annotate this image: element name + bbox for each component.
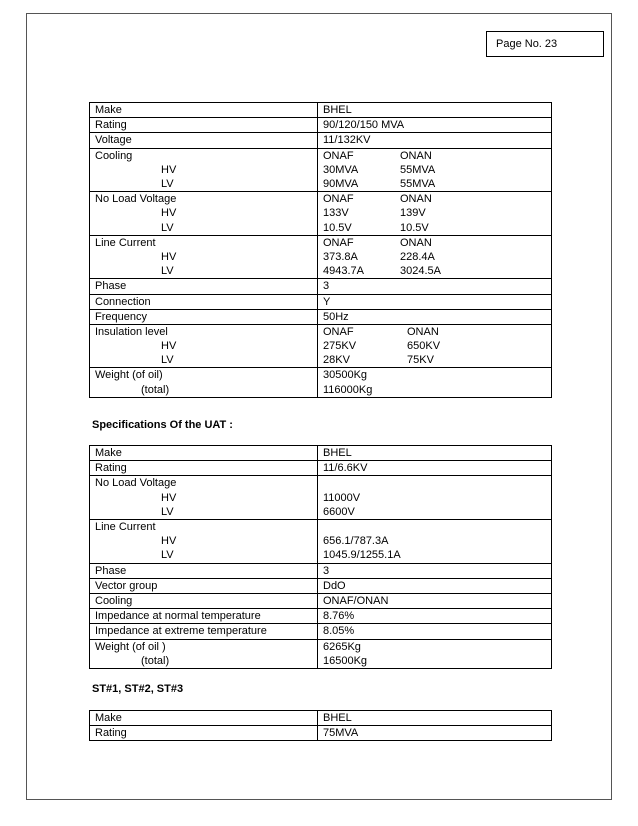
- total-weight-value: 116000Kg: [323, 383, 373, 396]
- row-label: Phase: [90, 279, 318, 294]
- row-label: Line Current: [95, 236, 156, 249]
- hv-onan-value: 228.4A: [400, 250, 435, 263]
- total-weight-value: 16500Kg: [323, 654, 368, 667]
- row-label: Make: [90, 103, 318, 118]
- table-row: [90, 563, 552, 578]
- hv-value: 11000V: [323, 491, 361, 504]
- row-label: Frequency: [90, 309, 318, 324]
- row-label: Impedance at extreme temperature: [90, 624, 318, 639]
- row-label: Cooling: [95, 149, 133, 162]
- hv-label: HV: [161, 340, 177, 353]
- table-row: [90, 593, 552, 608]
- onan-header: ONAN: [400, 193, 432, 206]
- onaf-header: ONAF: [323, 325, 354, 338]
- lv-label: LV: [161, 265, 174, 278]
- hv-label: HV: [161, 491, 177, 504]
- lv-label: LV: [161, 221, 174, 234]
- table-row: [90, 235, 552, 279]
- total-label: (total): [141, 654, 170, 667]
- row-value: 8.76%: [318, 609, 552, 624]
- onaf-header: ONAF: [323, 149, 354, 162]
- table-row: [90, 578, 552, 593]
- row-value: 90/120/150 MVA: [318, 118, 552, 133]
- lv-onaf-value: 4943.7A: [323, 265, 364, 278]
- row-label: Rating: [90, 461, 318, 476]
- table-row: [90, 711, 552, 726]
- row-label: Voltage: [90, 133, 318, 148]
- table-row: [90, 103, 552, 118]
- lv-onan-value: 75KV: [407, 354, 434, 367]
- oil-weight-value: 6265Kg: [323, 640, 361, 653]
- onaf-header: ONAF: [323, 193, 354, 206]
- total-label: (total): [141, 383, 170, 396]
- lv-onaf-value: 90MVA: [323, 177, 359, 190]
- table-row: [90, 519, 552, 563]
- row-label: Cooling: [90, 593, 318, 608]
- hv-onan-value: 139V: [400, 207, 426, 220]
- row-label: Weight (of oil ): [95, 640, 166, 653]
- lv-label: LV: [161, 505, 174, 518]
- hv-onaf-value: 275KV: [323, 340, 357, 353]
- hv-value: 656.1/787.3A: [323, 535, 389, 548]
- row-label: Impedance at normal temperature: [90, 609, 318, 624]
- onan-header: ONAN: [407, 325, 439, 338]
- row-value: 11/132KV: [318, 133, 552, 148]
- row-label: Phase: [90, 563, 318, 578]
- row-label: Line Current: [95, 520, 156, 533]
- table-row: [90, 461, 552, 476]
- table-row: [90, 368, 552, 397]
- row-value: BHEL: [318, 711, 552, 726]
- row-value: DdO: [318, 578, 552, 593]
- lv-onan-value: 3024.5A: [400, 265, 441, 278]
- table-row: [90, 279, 552, 294]
- lv-label: LV: [161, 549, 174, 562]
- hv-onan-value: 55MVA: [400, 163, 436, 176]
- table-row: [90, 133, 552, 148]
- lv-label: LV: [161, 177, 174, 190]
- row-label: Insulation level: [95, 325, 168, 338]
- table-row: [90, 624, 552, 639]
- table-row: [90, 192, 552, 236]
- table-row: [90, 118, 552, 133]
- table-row: [90, 324, 552, 368]
- row-label: Rating: [90, 726, 318, 741]
- table-row: [90, 639, 552, 668]
- lv-onan-value: 10.5V: [400, 221, 429, 234]
- row-label: Connection: [90, 294, 318, 309]
- row-value: 3: [318, 563, 552, 578]
- table-row: [90, 294, 552, 309]
- row-label: No Load Voltage: [95, 193, 177, 206]
- table-row: [90, 309, 552, 324]
- row-label: Make: [90, 446, 318, 461]
- hv-onaf-value: 373.8A: [323, 250, 358, 263]
- row-value: BHEL: [318, 103, 552, 118]
- row-value: 11/6.6KV: [318, 461, 552, 476]
- hv-label: HV: [161, 250, 177, 263]
- row-label: Vector group: [90, 578, 318, 593]
- row-label: Rating: [90, 118, 318, 133]
- row-label: Make: [90, 711, 318, 726]
- hv-onaf-value: 133V: [323, 207, 349, 220]
- row-value: 3: [318, 279, 552, 294]
- page-number: Page No. 23: [486, 31, 604, 57]
- row-value: BHEL: [318, 446, 552, 461]
- row-value: Y: [318, 294, 552, 309]
- lv-onan-value: 55MVA: [400, 177, 436, 190]
- hv-onan-value: 650KV: [407, 340, 441, 353]
- row-label: No Load Voltage: [95, 477, 177, 490]
- row-value: ONAF/ONAN: [318, 593, 552, 608]
- lv-value: 1045.9/1255.1A: [323, 549, 401, 562]
- st-spec-table: [89, 710, 552, 741]
- onan-header: ONAN: [400, 149, 432, 162]
- table-row: [90, 148, 552, 192]
- uat-section-heading: Specifications Of the UAT :: [92, 419, 233, 431]
- lv-value: 6600V: [323, 505, 355, 518]
- row-label: Weight (of oil): [95, 369, 163, 382]
- hv-label: HV: [161, 207, 177, 220]
- onan-header: ONAN: [400, 236, 432, 249]
- lv-onaf-value: 10.5V: [323, 221, 352, 234]
- oil-weight-value: 30500Kg: [323, 369, 368, 382]
- row-value: 75MVA: [318, 726, 552, 741]
- uat-spec-table: [89, 445, 552, 669]
- row-value: 8.05%: [318, 624, 552, 639]
- row-value: 50Hz: [318, 309, 552, 324]
- table-row: [90, 609, 552, 624]
- lv-onaf-value: 28KV: [323, 354, 350, 367]
- hv-label: HV: [161, 163, 177, 176]
- table-row: [90, 446, 552, 461]
- onaf-header: ONAF: [323, 236, 354, 249]
- table-row: [90, 726, 552, 741]
- table-row: [90, 476, 552, 520]
- hv-label: HV: [161, 535, 177, 548]
- st-section-heading: ST#1, ST#2, ST#3: [92, 683, 184, 695]
- hv-onaf-value: 30MVA: [323, 163, 359, 176]
- lv-label: LV: [161, 354, 174, 367]
- transformer-spec-table: [89, 102, 552, 398]
